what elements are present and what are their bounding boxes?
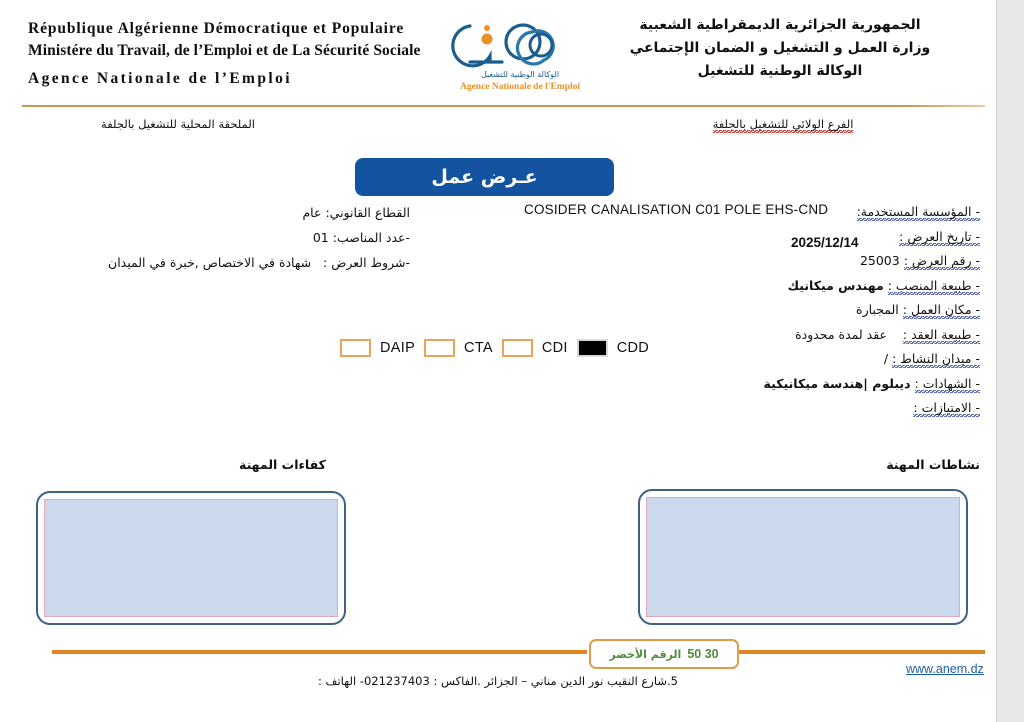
label-cdd: CDD bbox=[616, 340, 650, 356]
diploma-label: - الشهادات : bbox=[914, 375, 980, 391]
date-value: 2025/12/14 bbox=[791, 235, 859, 250]
posts-value: 01 bbox=[312, 230, 329, 245]
activity-label: - ميدان النشاط : bbox=[892, 351, 980, 366]
employer-label: - المؤسسة المستخدمة: bbox=[856, 204, 980, 219]
position-row bbox=[560, 274, 980, 299]
conditions-label: -شروط العرض : bbox=[323, 255, 410, 270]
arabic-line-1: الجمهورية الجزائرية الديمقراطية الشعبية bbox=[639, 17, 921, 33]
logo-french-caption: Agence Nationale de l'Emploi bbox=[459, 82, 581, 92]
arabic-line-2: وزارة العمل و التشغيل و الضمان الإجتماعي bbox=[629, 40, 931, 56]
workplace-row bbox=[560, 298, 980, 323]
activity-value: / bbox=[883, 351, 889, 366]
sector-row bbox=[60, 200, 410, 225]
date-label: - تاريخ العرض : bbox=[899, 228, 980, 244]
green-number-label: الرقم الأخضر bbox=[609, 647, 682, 661]
wilaya-branch-label bbox=[658, 117, 908, 131]
position-value: مهندس ميكانيك bbox=[787, 277, 884, 293]
footer-rule-right bbox=[737, 650, 985, 654]
posts-row bbox=[60, 225, 410, 250]
conditions-value: شهادة في الاختصاص ,خبرة في الميدان bbox=[108, 255, 312, 270]
contract-value: عقد لمدة محدودة bbox=[795, 326, 888, 342]
french-institution-block bbox=[28, 18, 438, 90]
skills-box[interactable] bbox=[36, 491, 346, 625]
french-line-1: République Algérienne Démocratique et Populaire bbox=[28, 20, 405, 37]
footer-rule-left bbox=[52, 650, 587, 654]
offer-details-list bbox=[560, 200, 980, 421]
number-row bbox=[560, 249, 980, 274]
label-daip: DAIP bbox=[380, 340, 416, 356]
anem-logo bbox=[440, 12, 600, 100]
arabic-line-3: الوكالة الوطنية للتشغيل bbox=[697, 63, 863, 79]
activities-content bbox=[646, 497, 960, 617]
date-row bbox=[560, 225, 980, 250]
label-cta: CTA bbox=[464, 340, 493, 356]
french-line-2: Ministére du Travail, de l’Emploi et de La Sécurité Sociale bbox=[28, 42, 421, 59]
sector-value: عام bbox=[302, 205, 322, 220]
arabic-institution-block bbox=[580, 14, 980, 83]
wilaya-branch-text: الفرع الولائي للتشغيل بالجلفة bbox=[712, 117, 854, 131]
page-side-margin bbox=[996, 0, 1024, 722]
skills-content bbox=[44, 499, 338, 617]
contract-label: - طبيعة العقد : bbox=[902, 326, 980, 342]
green-number-badge bbox=[589, 639, 739, 669]
sector-label: القطاع القانوني: bbox=[325, 205, 410, 220]
workplace-label: - مكان العمل : bbox=[902, 302, 980, 317]
checkbox-cdd[interactable] bbox=[577, 339, 608, 357]
document-header bbox=[0, 0, 996, 104]
advantages-label: - الامتيازات : bbox=[913, 400, 980, 415]
local-office-text: الملحقة المحلية للتشغيل بالجلفة bbox=[101, 117, 255, 131]
employer-value: COSIDER CANALISATION C01 POLE EHS-CND bbox=[524, 202, 829, 217]
checkbox-cta[interactable] bbox=[424, 339, 455, 357]
label-cdi: CDI bbox=[541, 340, 568, 356]
checkbox-daip[interactable] bbox=[340, 339, 371, 357]
french-line-3: Agence Nationale de l’Emploi bbox=[28, 70, 292, 87]
advantages-row bbox=[560, 396, 980, 421]
footer-address: 5.شارع النقيب نور الدين مناني – الجزائر .الفاكس : 021237403- الهاتف : bbox=[318, 674, 678, 688]
position-label: - طبيعة المنصب : bbox=[887, 277, 980, 293]
activities-heading: نشاطات المهنة bbox=[886, 457, 980, 472]
anem-logo-mark bbox=[440, 12, 600, 72]
gold-divider bbox=[22, 105, 985, 107]
conditions-row bbox=[60, 250, 410, 275]
number-label: - رقم العرض : bbox=[903, 253, 980, 268]
logo-arabic-caption: الوكالة الوطنية للتشغيل bbox=[480, 70, 560, 79]
contract-type-options bbox=[340, 336, 740, 360]
skills-heading: كفاءات المهنة bbox=[239, 457, 326, 472]
local-office-label bbox=[58, 117, 298, 131]
page-title bbox=[355, 158, 614, 196]
workplace-value: المجبارة bbox=[856, 302, 899, 317]
number-value: 25003 bbox=[859, 253, 900, 268]
green-number-value: 30 50 bbox=[687, 647, 719, 661]
page-title-text: عـرض عمل bbox=[431, 166, 538, 188]
activities-box[interactable] bbox=[638, 489, 968, 625]
offer-conditions-list bbox=[60, 200, 410, 275]
website-link[interactable]: www.anem.dz bbox=[906, 662, 984, 676]
posts-label: -عدد المناصب: bbox=[332, 230, 410, 245]
diploma-value: ديبلوم |هندسة ميكانيكية bbox=[763, 375, 911, 391]
diploma-row bbox=[560, 372, 980, 397]
checkbox-cdi[interactable] bbox=[502, 339, 533, 357]
